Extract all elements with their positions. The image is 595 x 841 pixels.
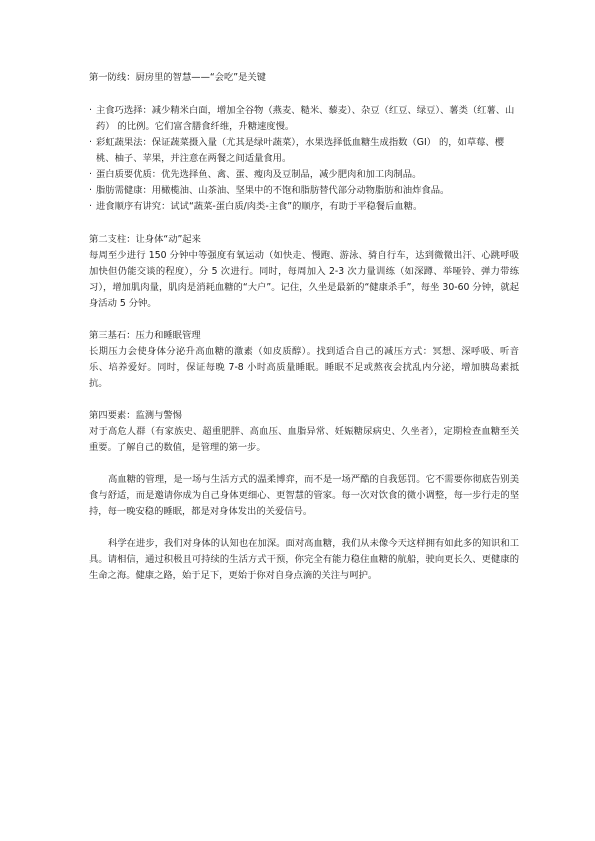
section2-body: 每周至少进行 150 分钟中等强度有氧运动（如快走、慢跑、游泳、骑自行车，达到微微出汗、心跳呼吸加快但仍能交谈的程度），分 5 次进行。同时，每周加入 2-3 次力量训练（如深蹲、举哑铃、弹力带练习），增加肌肉量，肌肉是消耗血糖的“大户”。记住，久坐是最新的“健康杀手”，每坐 30-60 分钟，就起身活动 5 分钟。 [89, 250, 519, 309]
bullet-dot-icon: · [89, 185, 92, 196]
bullet-dot-icon: · [89, 105, 92, 116]
bullet-dot-icon: · [89, 201, 92, 212]
closing-paragraph-2: 科学在进步，我们对身体的认知也在加深。面对高血糖，我们从未像今天这样拥有如此多的知识和工具。请相信，通过积极且可持续的生活方式干预，你完全有能力稳住血糖的航船，驶向更长久、更健康的生命之海。健康之路，始于足下，更始于你对自身点滴的关注与呵护。 [89, 538, 519, 581]
list-item: · 蛋白质要优质：优先选择鱼、禽、蛋、瘦肉及豆制品，减少肥肉和加工肉制品。 [89, 167, 519, 183]
bullet-dot-icon: · [89, 137, 92, 148]
closing-paragraph-1: 高血糖的管理，是一场与生活方式的温柔博弈，而不是一场严酷的自我惩罚。它不需要你彻底告别美食与舒适，而是邀请你成为自己身体更细心、更智慧的管家。每一次对饮食的微小调整，每一步行走的坚持，每一晚安稳的睡眠，都是对身体发出的关爱信号。 [89, 474, 519, 517]
list-item: · 脂肪需健康：用橄榄油、山茶油、坚果中的不饱和脂肪替代部分动物脂肪和油炸食品。 [89, 183, 519, 199]
list-item: · 彩虹蔬果法：保证蔬菜摄入量（尤其是绿叶蔬菜），水果选择低血糖生成指数（GI） 的，如草莓、樱桃、柚子、苹果，并注意在两餐之间适量食用。 [89, 137, 505, 164]
section1-title: 第一防线：厨房里的智慧——“会吃”是关键 [89, 72, 266, 83]
document-body [89, 70, 519, 584]
section2-title: 第二支柱：让身体“动”起来 [89, 234, 201, 245]
section1-bullet-list [89, 103, 519, 215]
section3-body: 长期压力会使身体分泌升高血糖的激素（如皮质醇）。找到适合自己的减压方式：冥想、深呼吸、听音乐、培养爱好。同时，保证每晚 7-8 小时高质量睡眠。睡眠不足或熬夜会扰乱内分泌，增加胰岛素抵抗。 [89, 346, 519, 389]
bullet-dot-icon: · [89, 169, 92, 180]
list-item: · 进食顺序有讲究：试试“蔬菜-蛋白质/肉类-主食”的顺序，有助于平稳餐后血糖。 [89, 199, 519, 215]
section4-body: 对于高危人群（有家族史、超重肥胖、高血压、血脂异常、妊娠糖尿病史、久坐者），定期检查血糖至关重要。了解自己的数值，是管理的第一步。 [89, 426, 519, 453]
section4-title: 第四要素：监测与警惕 [89, 410, 182, 421]
list-item: · 主食巧选择：减少精米白面，增加全谷物（燕麦、糙米、藜麦）、杂豆（红豆、绿豆）、薯类（红薯、山药） 的比例。它们富含膳食纤维，升糖速度慢。 [89, 105, 515, 132]
section3-title: 第三基石：压力和睡眠管理 [89, 330, 201, 341]
